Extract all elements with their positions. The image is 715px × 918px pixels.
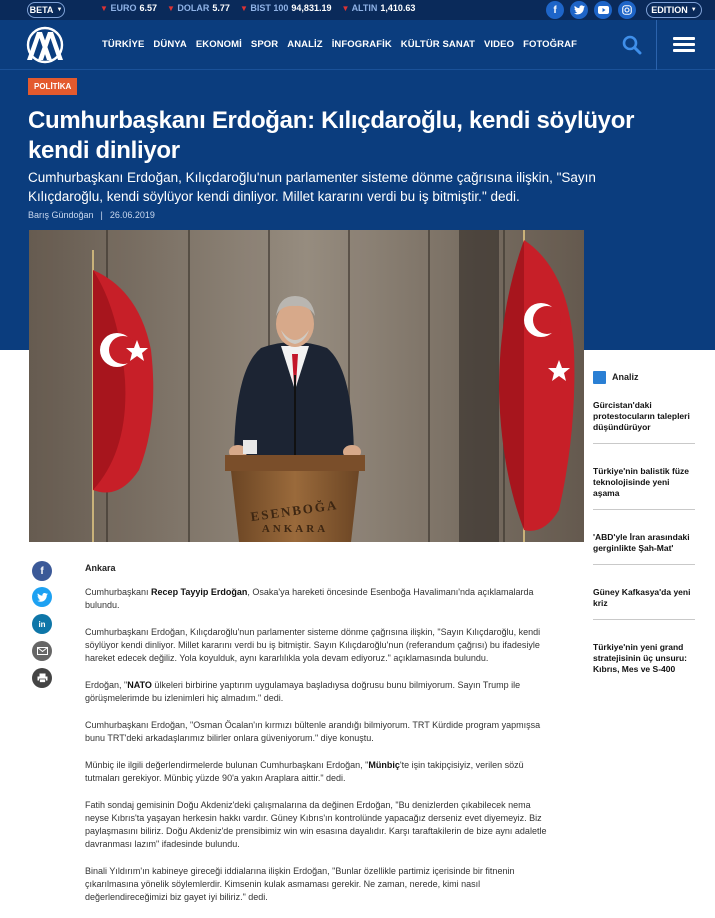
nav-item-analiz[interactable]: ANALİZ [287, 39, 323, 50]
chevron-down-icon: ▼ [690, 7, 697, 13]
article-body [85, 562, 555, 918]
nav-item-kultur-sanat[interactable]: KÜLTÜR SANAT [400, 39, 475, 50]
down-arrow-icon: ▼ [100, 4, 108, 13]
article-dateline: Ankara [85, 563, 116, 573]
sidebar-item[interactable]: Türkiye'nin yeni grand stratejisinin üç unsuru: Kıbrıs, Mes ve S-400 [593, 642, 687, 674]
sidebar-item[interactable]: Güney Kafkasya'da yeni kriz [593, 587, 695, 620]
article-subtitle: Cumhurbaşkanı Erdoğan, Kılıçdaroğlu'nun parlamenter sisteme dönme çağrısına ilişkin, "Sayın Kılıçdaroğlu, kendi söylüyor kendi dinliyor. Millet kararını verdi bu iş bitmiştir." dedi. [28, 170, 596, 204]
bold-term: Münbiç [368, 760, 400, 770]
nav-item-dunya[interactable]: DÜNYA [153, 39, 187, 50]
twitter-icon[interactable] [570, 1, 588, 19]
nav-item-turkiye[interactable]: TÜRKİYE [102, 39, 145, 50]
down-arrow-icon: ▼ [341, 4, 350, 13]
sidebar-item[interactable]: Türkiye'nin balistik füze teknolojisinde yeni aşama [593, 466, 695, 510]
bold-term: NATO [127, 680, 152, 690]
article-paragraph: Münbiç ile ilgili değerlendirmelerde bulunan Cumhurbaşkanı Erdoğan, "Münbiç'te işin takipçisiyiz, verilen sözü tutmaları gerekiyor. Münbiç yüzde 90'a yakın Araplara aittir." dedi. [85, 760, 524, 783]
nav-item-spor[interactable]: SPOR [250, 39, 279, 50]
header-divider [656, 20, 657, 70]
twitter-icon[interactable] [32, 587, 52, 607]
youtube-icon[interactable] [594, 1, 612, 19]
print-icon[interactable] [32, 668, 52, 688]
nav-item-fotograf[interactable]: FOTOĞRAF [523, 39, 577, 50]
article-paragraph: Fatih sondaj gemisinin Doğu Akdeniz'deki çalışmalarına da değinen Erdoğan, "Bu denizlerden çıkabilecek nema neyse Kıbrıs'ta yaşayan herkesin hakkı vardır. Güney Kıbrıs'ın kontrolünde yapacağız derseniz evet diyemeyiz. Biz paylaşmasını biliriz. Doğu Akdeniz'de prensibimiz win win esasına dayalıdır. Karşı taraftakilerin de bize aynı adaletle davranması lazım" ifadesinde bulundu. [85, 800, 547, 849]
article-title: Cumhurbaşkanı Erdoğan: Kılıçdaroğlu, kendi söylüyor kendi dinliyor [28, 107, 635, 164]
sidebar-item[interactable]: 'ABD'yle İran arasındaki gerginlikte Şah-Mat' [593, 532, 695, 565]
nav-item-infografik[interactable]: İNFOGRAFİK [331, 39, 392, 50]
linkedin-icon[interactable]: in [32, 614, 52, 634]
mail-icon[interactable] [32, 641, 52, 661]
main-header [0, 20, 715, 70]
author-name[interactable]: Barış Gündoğan [28, 210, 94, 220]
hamburger-menu-icon[interactable] [673, 37, 695, 53]
article-paragraph: Cumhurbaşkanı Recep Tayyip Erdoğan, Osaka'ya hareketi öncesinde Esenboğa Havalimanı'nda açıklamalarda bulundu. [85, 587, 534, 610]
beta-label: BETA [29, 5, 54, 15]
byline-separator: | [100, 210, 103, 220]
facebook-icon[interactable]: f [546, 1, 564, 19]
byline [28, 210, 155, 220]
main-nav [102, 39, 577, 50]
article-photo [29, 230, 584, 542]
top-bar [0, 0, 715, 20]
aa-logo[interactable] [22, 26, 68, 64]
market-ticker [100, 3, 415, 13]
publish-date: 26.06.2019 [109, 210, 155, 220]
down-arrow-icon: ▼ [166, 4, 175, 13]
facebook-icon[interactable]: f [32, 561, 52, 581]
ticker-item[interactable]: ▼ ALTIN 1,410.63 [341, 3, 416, 13]
article-paragraph: Binali Yıldırım'ın kabineye gireceği iddialarına ilişkin Erdoğan, "Bunlar özellikle partimiz içerisinde bir fitnenin çıkarılmasına yönelik söylemlerdir. Kimsenin kulak asmaması gerekir. Ne zaman, nerede, kimi nasıl değerlendireceğimizi biz gayet iyi biliriz." dedi. [85, 866, 515, 902]
chevron-down-icon: ▼ [56, 7, 63, 13]
ticker-item[interactable]: ▼ EURO 6.57 [100, 3, 157, 13]
article-paragraph: Cumhurbaşkanı Erdoğan, "Osman Öcalan'ın kırmızı bültenle arandığı bilmiyorum. TRT Kürdide program yapmışsa bunu TRT'deki arkadaşlarımız bilirler onlara güveniyorum." diye konuştu. [85, 720, 541, 743]
podium-text-esenboga: ESENBOĞA [249, 496, 340, 525]
sidebar-item[interactable]: Gürcistan'daki protestocuların talepleri düşündürüyor [593, 400, 695, 444]
ticker-item[interactable]: ▼ DOLAR 5.77 [166, 3, 230, 13]
speech-bubble-icon [593, 371, 606, 384]
bold-name: Recep Tayyip Erdoğan [151, 587, 248, 597]
ticker-item[interactable]: ▼ BIST 100 94,831.19 [239, 3, 332, 13]
instagram-icon[interactable] [618, 1, 636, 19]
search-icon[interactable] [622, 35, 642, 55]
article-paragraph: Cumhurbaşkanı Erdoğan, Kılıçdaroğlu'nun parlamenter sisteme dönme çağrısına ilişkin, "Sayın Kılıçdaroğlu, kendi söylüyor kendi dinliyor. Millet kararını verdi bu iş bitmiştir. Sayın Kılıçdaroğlu'nun (referandum çağrısı) bu ifadesiyle hareket edecek değiliz. Yola koyulduk, aynı kararlılıkla yola devam ediyoruz." açıklamasında bulundu. [85, 627, 541, 663]
podium-text-ankara: ANKARA [261, 523, 329, 535]
article-paragraph: Erdoğan, "NATO ülkeleri birbirine yaptırım uygulamaya başladıysa doğrusu bunu bilmiyorum. Sayın Trump ile görüşmelerimde bu izlenimleri hiç almadım." dedi. [85, 680, 521, 703]
down-arrow-icon: ▼ [239, 4, 248, 13]
nav-item-video[interactable]: VIDEO [484, 39, 515, 50]
analysis-sidebar [593, 368, 695, 697]
beta-button[interactable] [27, 2, 65, 18]
edition-button[interactable] [646, 2, 702, 18]
sidebar-title: Analiz [612, 372, 639, 382]
nav-item-ekonomi[interactable]: EKONOMİ [195, 39, 242, 50]
edition-label: EDITION [651, 5, 688, 15]
sidebar-header[interactable] [593, 368, 695, 386]
category-tag[interactable]: POLİTİKA [28, 78, 77, 95]
